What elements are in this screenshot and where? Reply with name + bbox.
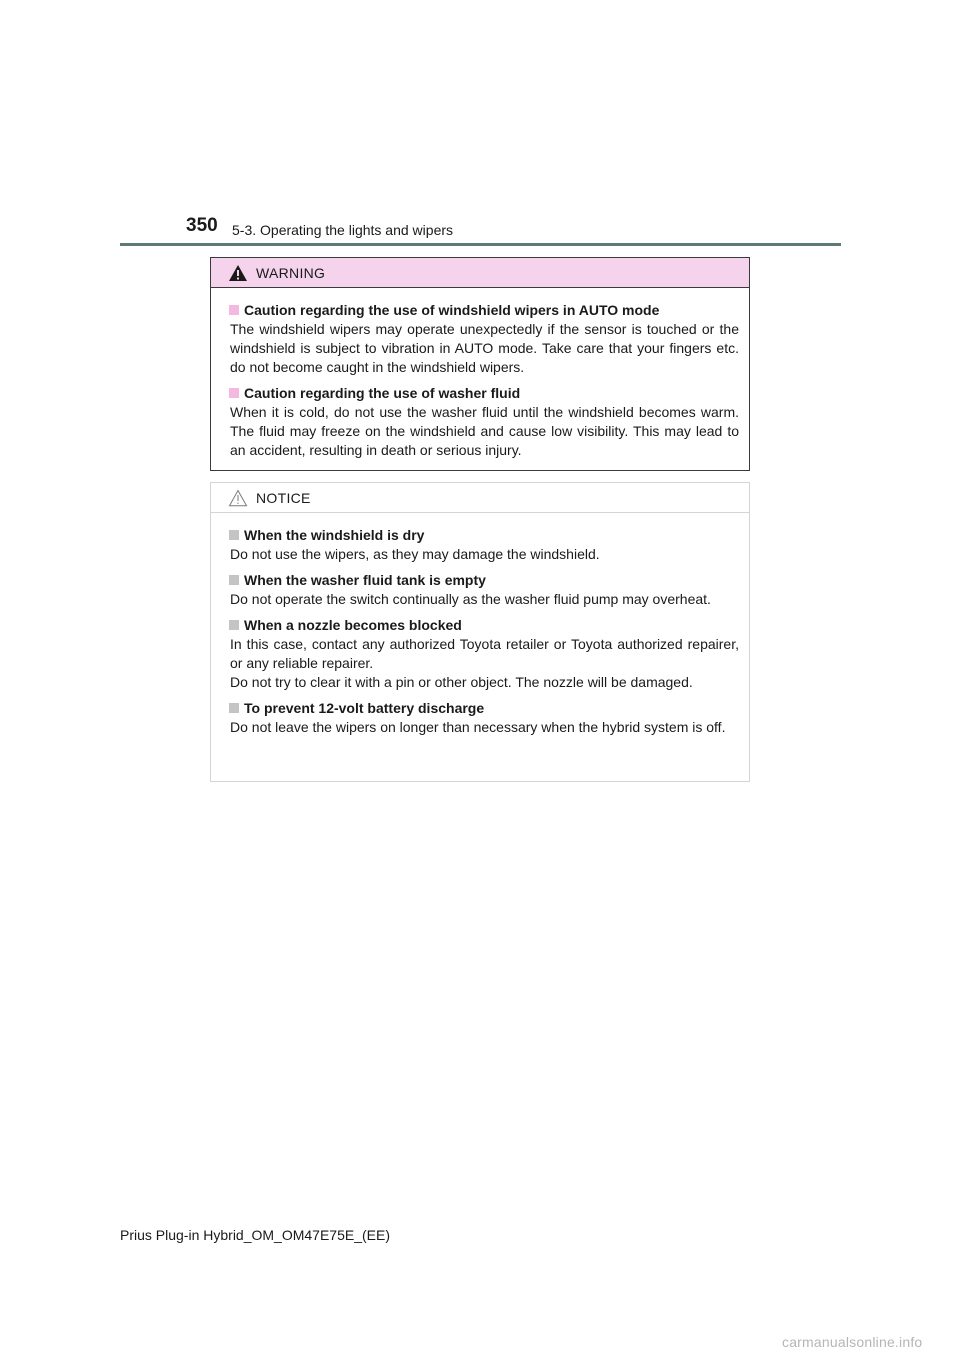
header-rule xyxy=(120,243,841,246)
section-title: 5-3. Operating the lights and wipers xyxy=(232,222,454,238)
notice-item-text: Do not use the wipers, as they may damage the windshield. xyxy=(230,546,600,562)
manual-id-footer: Prius Plug-in Hybrid_OM_OM47E75E_(EE) xyxy=(120,1227,390,1243)
notice-box xyxy=(210,482,750,782)
bullet-square-icon xyxy=(229,388,239,398)
notice-label: NOTICE xyxy=(256,490,311,506)
bullet-square-icon xyxy=(229,305,239,315)
notice-item-title: When the washer fluid tank is empty xyxy=(244,572,486,588)
notice-item-text: Do not leave the wipers on longer than necessary when the hybrid system is off. xyxy=(230,719,726,735)
notice-item-text: In this case, contact any authorized Toyota retailer or Toyota authorized repairer, or any reliable repairer. Do not try to clear it with a pin or other object. The nozzle will be damaged. xyxy=(230,636,739,690)
notice-item xyxy=(229,526,739,564)
notice-item xyxy=(229,616,739,692)
notice-item-title: When the windshield is dry xyxy=(244,527,425,543)
bullet-square-icon xyxy=(229,575,239,585)
bullet-square-icon xyxy=(229,530,239,540)
bullet-square-icon xyxy=(229,703,239,713)
caution-triangle-icon xyxy=(228,489,248,507)
notice-item-title: To prevent 12-volt battery discharge xyxy=(244,700,485,716)
warning-item-text: When it is cold, do not use the washer fluid until the windshield becomes warm. The fluid may freeze on the windshield and cause low visibility. This may lead to an accident, resulting in death or serious injury. xyxy=(230,404,739,458)
bullet-square-icon xyxy=(229,620,239,630)
warning-label: WARNING xyxy=(256,265,326,281)
warning-triangle-icon xyxy=(228,264,248,282)
warning-item-text: The windshield wipers may operate unexpectedly if the sensor is touched or the windshield is subject to vibration in AUTO mode. Take care that your fingers etc. do not become caught in the windshield wipers. xyxy=(230,321,739,375)
notice-item-text: Do not operate the switch continually as the washer fluid pump may overheat. xyxy=(230,591,711,607)
warning-item xyxy=(229,384,739,460)
watermark-link[interactable]: carmanualsonline.info xyxy=(782,1334,923,1350)
notice-item-title: When a nozzle becomes blocked xyxy=(244,617,462,633)
warning-header xyxy=(211,258,749,288)
warning-item-title: Caution regarding the use of windshield wipers in AUTO mode xyxy=(244,302,660,318)
warning-item-title: Caution regarding the use of washer fluid xyxy=(244,385,521,401)
notice-item xyxy=(229,571,739,609)
notice-header xyxy=(211,483,749,513)
notice-item xyxy=(229,699,739,737)
page-number: 350 xyxy=(186,215,218,236)
warning-item xyxy=(229,301,739,377)
warning-box xyxy=(210,257,750,471)
